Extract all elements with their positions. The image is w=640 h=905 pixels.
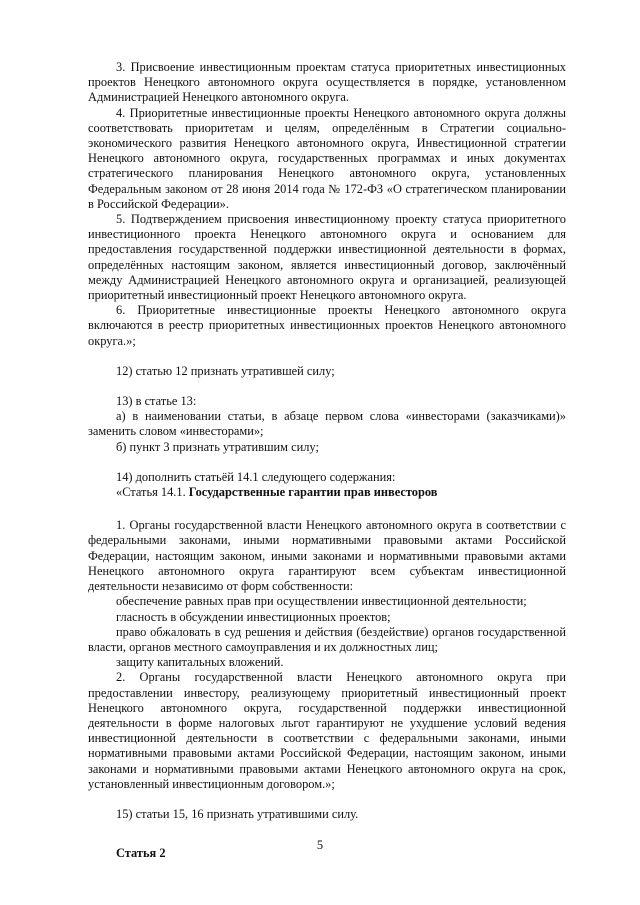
- amendment-13: 13) в статье 13:: [116, 394, 197, 409]
- guarantee-1-d: защиту капитальных вложений.: [116, 655, 284, 670]
- guarantee-1-a: обеспечение равных прав при осуществлении инвестиционной деятельности;: [116, 594, 527, 609]
- amendment-13-b: б) пункт 3 признать утратившим силу;: [116, 439, 319, 454]
- amendment-13-a: а) в наименовании статьи, в абзаце первом слова «инвесторами (заказчиками)» заменить словом «инвесторами»;: [88, 409, 566, 439]
- guarantee-2: 2. Органы государственной власти Ненецкого автономного округа при предоставлении инвестору, реализующему приоритетный инвестиционный проект Ненецкого автономного округа, государственной поддержки инвестиционной деятельности в форме налоговых льгот гарантируют не ухудшение условий ведения инвестиционной деятельности в соответствии с федеральными законами, иными нормативными правовыми актами Российской Федерации, настоящим законом, иными законами и нормативными правовыми актами Ненецкого автономного округа на срок, установленный инвестиционным договором.»;: [88, 670, 566, 791]
- paragraph-item-4: 4. Приоритетные инвестиционные проекты Ненецкого автономного округа должны соответствовать приоритетам и целям, определённым в Стратегии социально-экономического развития Ненецкого автономного округа, Инвестиционной стратегии Ненецкого автономного округа, государственных программах и иных документах стратегического планирования Ненецкого автономного округа, установленных Федеральным законом от 28 июня 2014 года № 172-ФЗ «О стратегическом планировании в Российской Федерации».: [88, 105, 566, 211]
- article-14-1-prefix: «Статья 14.1.: [116, 485, 189, 500]
- article-2-title: Статья 2: [116, 846, 166, 861]
- paragraph-item-3: 3. Присвоение инвестиционным проектам статуса приоритетных инвестиционных проектов Ненецкого автономного округа осуществляется в порядке, установленном Администрацией Ненецкого автономного округа.: [88, 60, 566, 105]
- article-14-1-heading: [88, 485, 566, 500]
- amendment-12: 12) статью 12 признать утратившей силу;: [116, 363, 335, 378]
- document-body: [88, 60, 566, 861]
- amendment-15: 15) статьи 15, 16 признать утратившими силу.: [116, 806, 359, 821]
- guarantee-1: 1. Органы государственной власти Ненецкого автономного округа в соответствии с федеральными законами, иными нормативными правовыми актами Российской Федерации, настоящим законом, иными законами и нормативными правовыми актами Ненецкого автономного округа гарантируют всем субъектам инвестиционной деятельности независимо от форм собственности:: [88, 518, 566, 594]
- guarantee-1-b: гласность в обсуждении инвестиционных проектов;: [116, 609, 391, 624]
- paragraph-item-5: 5. Подтверждением присвоения инвестиционному проекту статуса приоритетного инвестиционного проекта Ненецкого автономного округа и основанием для предоставления государственной поддержки инвестиционной деятельности в формах, определённых настоящим законом, является инвестиционный договор, заключённый между Администрацией Ненецкого автономного округа и организацией, реализующей приоритетный инвестиционный проект Ненецкого автономного округа.: [88, 212, 566, 303]
- article-14-1-title: Государственные гарантии прав инвесторов: [188, 485, 438, 500]
- guarantee-1-c: право обжаловать в суд решения и действия (бездействие) органов государственной власти, органов местного самоуправления и их должностных лиц;: [88, 624, 566, 654]
- paragraph-item-6: 6. Приоритетные инвестиционные проекты Ненецкого автономного округа включаются в реестр приоритетных инвестиционных проектов Ненецкого автономного округа.»;: [88, 303, 566, 348]
- page-number: 5: [316, 838, 324, 852]
- amendment-14: 14) дополнить статьёй 14.1 следующего содержания:: [116, 469, 396, 484]
